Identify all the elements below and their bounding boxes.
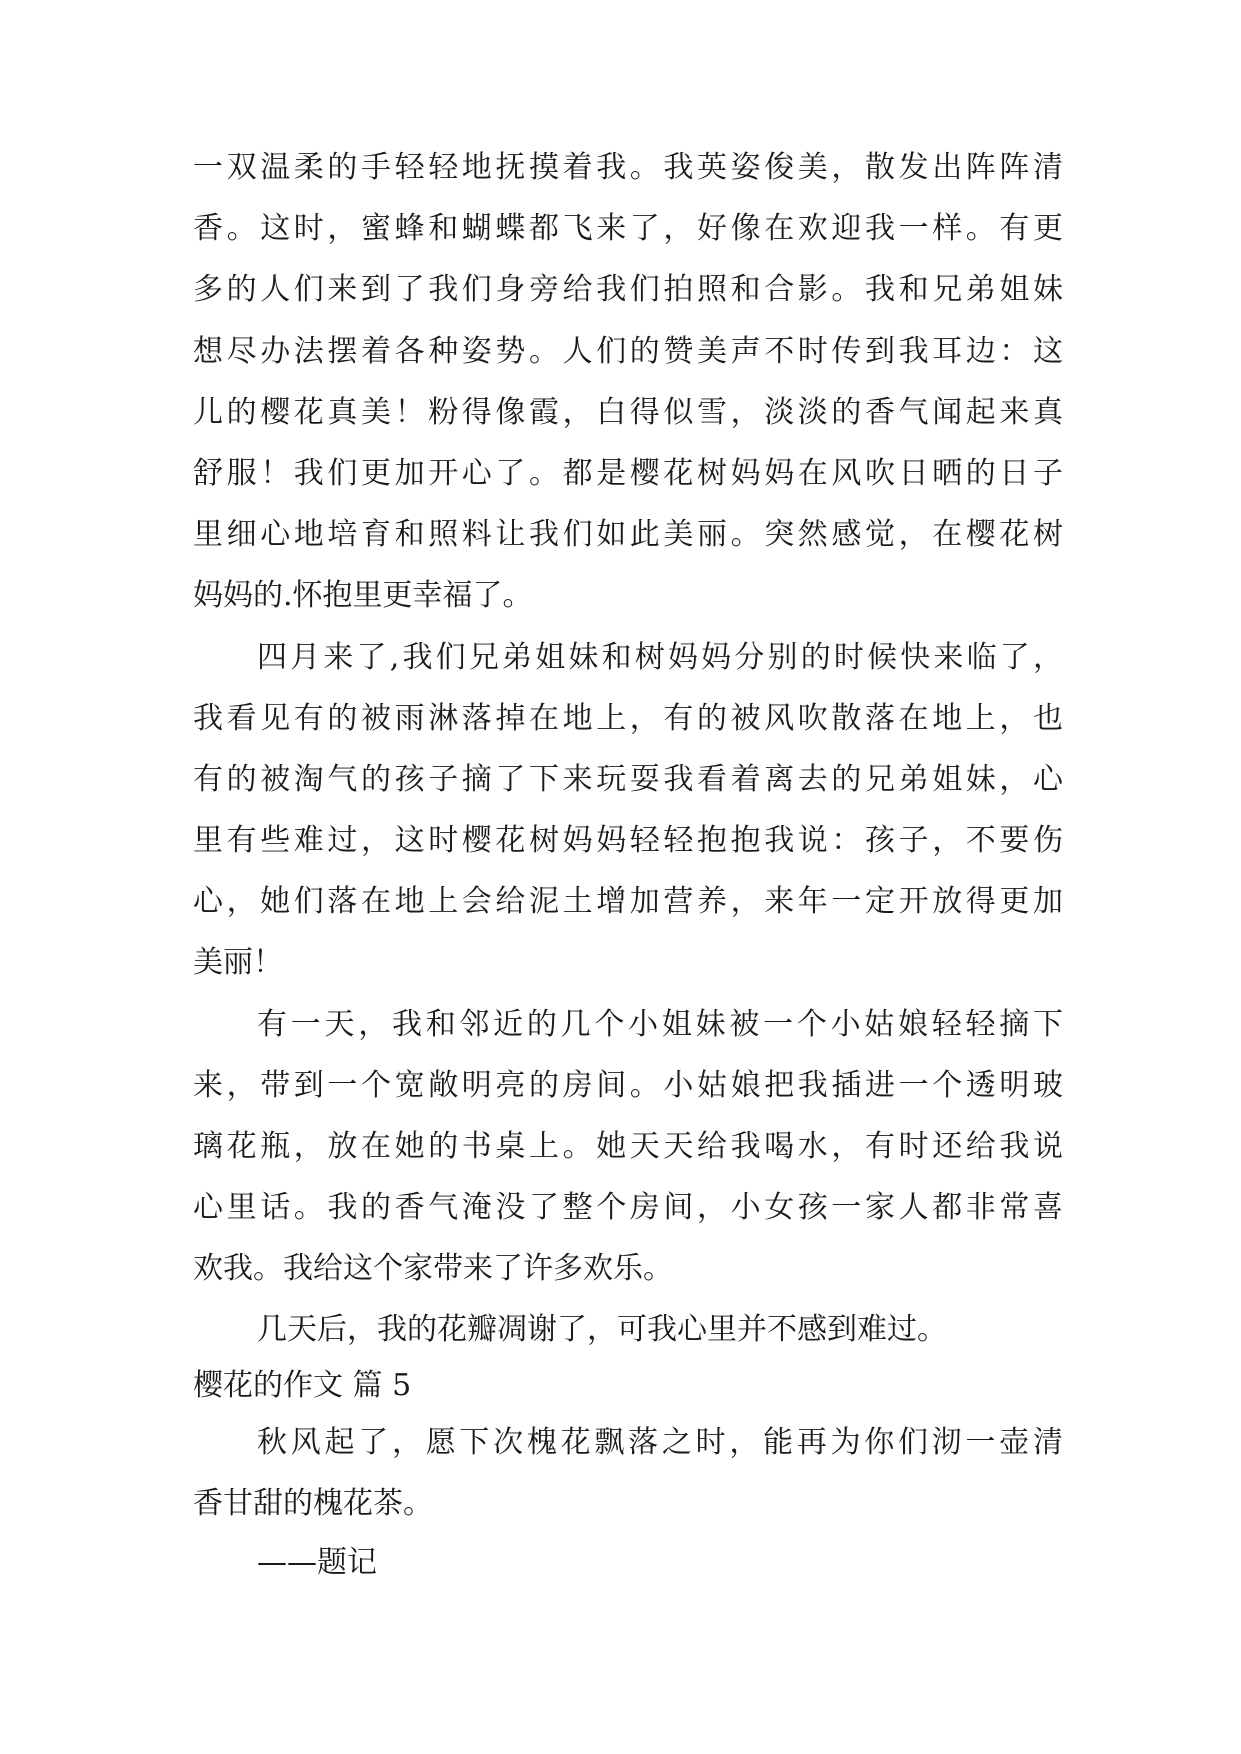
text-line: 想尽办法摆着各种姿势。人们的赞美声不时传到我耳边：这	[193, 334, 1063, 369]
text-line: 舒服！我们更加开心了。都是樱花树妈妈在风吹日晒的日子	[193, 456, 1063, 491]
text-line: 璃花瓶，放在她的书桌上。她天天给我喝水，有时还给我说	[193, 1129, 1063, 1164]
text-line: 妈妈的.怀抱里更幸福了。	[193, 578, 533, 613]
text-line: 里细心地培育和照料让我们如此美丽。突然感觉，在樱花树	[193, 517, 1063, 552]
text-line: 香甘甜的槐花茶。	[193, 1486, 433, 1521]
text-line: 儿的樱花真美！粉得像霞，白得似雪，淡淡的香气闻起来真	[193, 395, 1063, 430]
paragraph-first-line: 秋风起了，愿下次槐花飘落之时，能再为你们沏一壶清	[257, 1425, 1063, 1460]
text-line: 心，她们落在地上会给泥土增加营养，来年一定开放得更加	[193, 884, 1063, 919]
text-line: 心里话。我的香气淹没了整个房间，小女孩一家人都非常喜	[193, 1190, 1063, 1225]
text-line: 欢我。我给这个家带来了许多欢乐。	[193, 1251, 673, 1286]
text-line: 有的被淘气的孩子摘了下来玩耍我看着离去的兄弟姐妹，心	[193, 762, 1063, 797]
text-line: 香。这时，蜜蜂和蝴蝶都飞来了，好像在欢迎我一样。有更	[193, 211, 1063, 246]
paragraph-first-line: 有一天，我和邻近的几个小姐妹被一个小姑娘轻轻摘下	[257, 1007, 1063, 1042]
text-line: 来，带到一个宽敞明亮的房间。小姑娘把我插进一个透明玻	[193, 1068, 1063, 1103]
text-line: 我看见有的被雨淋落掉在地上，有的被风吹散落在地上，也	[193, 701, 1063, 736]
paragraph-first-line: 几天后，我的花瓣凋谢了，可我心里并不感到难过。	[257, 1312, 947, 1347]
text-line: 多的人们来到了我们身旁给我们拍照和合影。我和兄弟姐妹	[193, 272, 1063, 307]
text-line: 美丽！	[193, 945, 283, 980]
paragraph-first-line: 四月来了,我们兄弟姐妹和树妈妈分别的时候快来临了，	[257, 640, 1063, 675]
epigraph-attribution: ——题记	[257, 1545, 377, 1580]
text-line: 一双温柔的手轻轻地抚摸着我。我英姿俊美，散发出阵阵清	[193, 150, 1063, 185]
section-heading: 樱花的作文 篇 5	[193, 1368, 412, 1403]
text-line: 里有些难过，这时樱花树妈妈轻轻抱抱我说：孩子，不要伤	[193, 823, 1063, 858]
